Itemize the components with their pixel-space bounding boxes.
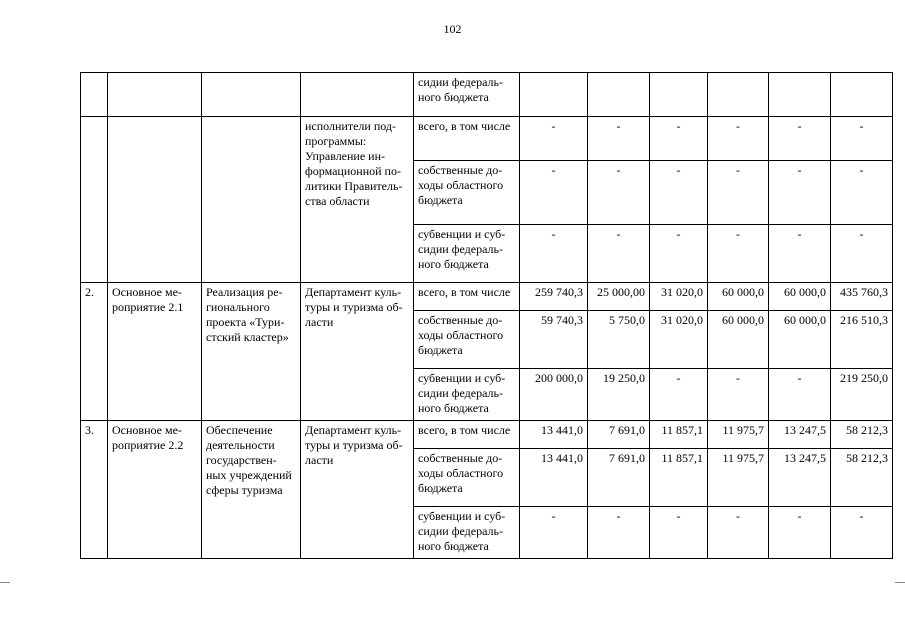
amount-cell: -: [708, 225, 769, 283]
amount-cell: -: [831, 507, 893, 559]
amount-cell: 11 857,1: [650, 449, 708, 507]
row-number-cell: [81, 73, 108, 117]
amount-cell: -: [769, 369, 831, 421]
amount-cell: 5 750,0: [588, 311, 650, 369]
amount-cell: 19 250,0: [588, 369, 650, 421]
amount-cell: [708, 73, 769, 117]
funding-source-cell: субвенции и суб- сидии федераль- ного бюджета: [414, 507, 520, 559]
amount-cell: 31 020,0: [650, 283, 708, 311]
amount-cell: 259 740,3: [520, 283, 588, 311]
amount-cell: [650, 73, 708, 117]
amount-cell: -: [588, 161, 650, 225]
amount-cell: 60 000,0: [708, 311, 769, 369]
amount-cell: -: [708, 507, 769, 559]
amount-cell: -: [769, 507, 831, 559]
amount-cell: 58 212,3: [831, 421, 893, 449]
table-row: [81, 73, 893, 117]
event-name-cell: [202, 73, 301, 117]
amount-cell: -: [520, 225, 588, 283]
amount-cell: 11 975,7: [708, 449, 769, 507]
amount-cell: 11 975,7: [708, 421, 769, 449]
amount-cell: -: [650, 369, 708, 421]
amount-cell: 11 857,1: [650, 421, 708, 449]
funding-source-cell: субвенции и суб- сидии федераль- ного бюджета: [414, 225, 520, 283]
amount-cell: -: [831, 161, 893, 225]
amount-cell: 7 691,0: [588, 421, 650, 449]
event-name-cell: Реализация ре- гионального проекта «Тури- стский кластер»: [202, 283, 301, 421]
executor-cell: исполнители под- программы: Управление ин- формационной по- литики Правитель- ства области: [301, 117, 414, 283]
amount-cell: [588, 73, 650, 117]
amount-cell: -: [520, 507, 588, 559]
amount-cell: 31 020,0: [650, 311, 708, 369]
amount-cell: 13 247,5: [769, 421, 831, 449]
executor-cell: Департамент куль- туры и туризма об- ласти: [301, 421, 414, 559]
amount-cell: -: [588, 507, 650, 559]
amount-cell: 60 000,0: [769, 311, 831, 369]
amount-cell: 219 250,0: [831, 369, 893, 421]
funding-source-cell: собственные до- ходы областного бюджета: [414, 311, 520, 369]
page-edge-mark-left: [0, 582, 10, 583]
event-name-cell: [202, 117, 301, 283]
amount-cell: -: [520, 117, 588, 161]
amount-cell: 60 000,0: [769, 283, 831, 311]
amount-cell: -: [588, 117, 650, 161]
page-edge-mark-right: [895, 582, 905, 583]
amount-cell: 13 247,5: [769, 449, 831, 507]
page-number: 102: [443, 22, 462, 36]
executor-cell: [301, 73, 414, 117]
event-cell: Основное ме- роприятие 2.2: [108, 421, 202, 559]
event-cell: [108, 73, 202, 117]
amount-cell: [831, 73, 893, 117]
funding-source-cell: собственные до- ходы областного бюджета: [414, 161, 520, 225]
table-row: [81, 283, 893, 311]
amount-cell: 200 000,0: [520, 369, 588, 421]
executor-cell: Департамент куль- туры и туризма об- ласти: [301, 283, 414, 421]
amount-cell: -: [520, 161, 588, 225]
row-number-cell: [81, 117, 108, 283]
amount-cell: 60 000,0: [708, 283, 769, 311]
amount-cell: -: [769, 225, 831, 283]
budget-table-body: [81, 73, 893, 559]
budget-table: [80, 72, 893, 559]
amount-cell: 13 441,0: [520, 449, 588, 507]
amount-cell: -: [650, 225, 708, 283]
table-row: [81, 117, 893, 161]
amount-cell: -: [650, 507, 708, 559]
funding-source-cell: сидии федераль- ного бюджета: [414, 73, 520, 117]
funding-source-cell: всего, в том числе: [414, 117, 520, 161]
table-row: [81, 421, 893, 449]
amount-cell: 13 441,0: [520, 421, 588, 449]
amount-cell: [769, 73, 831, 117]
amount-cell: -: [708, 117, 769, 161]
amount-cell: -: [650, 161, 708, 225]
funding-source-cell: всего, в том числе: [414, 421, 520, 449]
amount-cell: -: [769, 161, 831, 225]
amount-cell: 58 212,3: [831, 449, 893, 507]
row-number-cell: 3.: [81, 421, 108, 559]
amount-cell: 435 760,3: [831, 283, 893, 311]
amount-cell: -: [769, 117, 831, 161]
amount-cell: 59 740,3: [520, 311, 588, 369]
amount-cell: [520, 73, 588, 117]
amount-cell: -: [650, 117, 708, 161]
amount-cell: -: [831, 225, 893, 283]
row-number-cell: 2.: [81, 283, 108, 421]
amount-cell: 216 510,3: [831, 311, 893, 369]
amount-cell: -: [831, 117, 893, 161]
funding-source-cell: субвенции и суб- сидии федераль- ного бюджета: [414, 369, 520, 421]
funding-source-cell: собственные до- ходы областного бюджета: [414, 449, 520, 507]
event-name-cell: Обеспечение деятельности государствен- ных учреждений сферы туризма: [202, 421, 301, 559]
event-cell: Основное ме- роприятие 2.1: [108, 283, 202, 421]
amount-cell: 7 691,0: [588, 449, 650, 507]
amount-cell: -: [708, 161, 769, 225]
event-cell: [108, 117, 202, 283]
amount-cell: 25 000,00: [588, 283, 650, 311]
amount-cell: -: [708, 369, 769, 421]
amount-cell: -: [588, 225, 650, 283]
funding-source-cell: всего, в том числе: [414, 283, 520, 311]
